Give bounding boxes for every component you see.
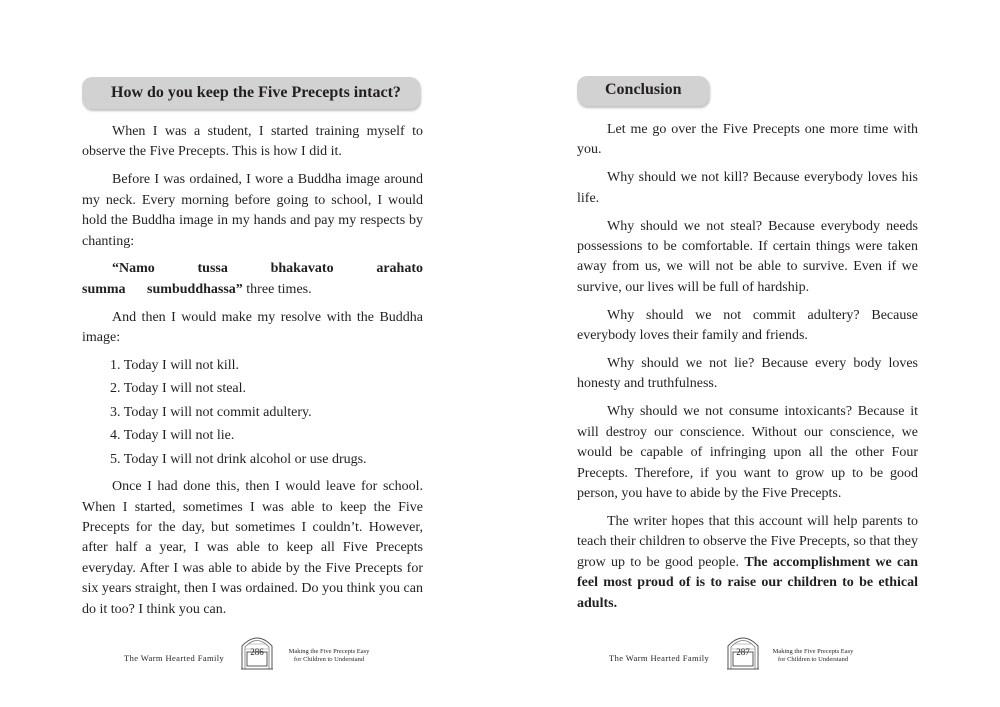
chant-paragraph xyxy=(82,259,423,300)
page-number: 287 xyxy=(736,647,750,657)
final-paragraph xyxy=(577,512,918,614)
section-heading: Conclusion xyxy=(577,76,709,106)
paragraph: Why should we not steal? Because everybody needs possessions to be comfortable. If certain things were taken away from us, we will not be able to survive. Even if we survive, our lives will be full of hardship. xyxy=(577,218,918,295)
list-item: 1. Today I will not kill. xyxy=(110,358,240,374)
left-body-text xyxy=(82,122,423,627)
list-item: 5. Today I will not drink alcohol or use drugs. xyxy=(110,451,367,467)
page-footer xyxy=(0,632,500,672)
book-subtitle xyxy=(284,648,374,664)
paragraph: When I was a student, I started training myself to observe the Five Precepts. This is how I did it. xyxy=(82,124,423,160)
chant-text: “Namo tussa bhakavato arahato summa sumbuddhassa” xyxy=(82,261,423,297)
subtitle-line: for Children to Understand xyxy=(777,656,849,663)
paragraph: Let me go over the Five Precepts one more time with you. xyxy=(577,122,918,158)
list-item: 3. Today I will not commit adultery. xyxy=(110,404,312,420)
final-plain-text: The writer hopes that this account will help parents to teach their children to observe the Five Precepts, so that they grow up to be good people. xyxy=(577,513,918,570)
page-footer xyxy=(500,632,1000,672)
subtitle-line: Making the Five Precepts Easy xyxy=(288,648,370,655)
final-bold-text: The accomplishment we can feel most proud of is to raise our children to be ethical adults. xyxy=(577,554,918,611)
list-item: 2. Today I will not steal. xyxy=(110,381,247,397)
paragraph: Before I was ordained, I wore a Buddha image around my neck. Every morning before going to school, I would hold the Buddha image in my hands and pay my respects by chanting: xyxy=(82,172,423,249)
subtitle-line: for Children to Understand xyxy=(293,656,365,663)
paragraph: Why should we not consume intoxicants? Because it will destroy our conscience. Without our conscience, we would be capable of infringing upon all the other Four Precepts. Therefore, if you want to grow up to be good person, you have to abide by the Five Precepts. xyxy=(577,404,918,501)
right-page xyxy=(500,0,1000,707)
resolution-list xyxy=(82,356,423,470)
list-item: 4. Today I will not lie. xyxy=(110,428,235,444)
subtitle-line: Making the Five Precepts Easy xyxy=(772,648,854,655)
book-title: The Warm Hearted Family xyxy=(609,653,710,663)
paragraph: Why should we not lie? Because every body loves honesty and truthfulness. xyxy=(577,356,918,392)
section-heading: How do you keep the Five Precepts intact? xyxy=(82,77,420,109)
chant-suffix: three times. xyxy=(242,281,312,297)
page-number: 286 xyxy=(250,647,264,657)
paragraph: Why should we not commit adultery? Because everybody loves their family and friends. xyxy=(577,307,918,344)
book-title: The Warm Hearted Family xyxy=(124,653,225,663)
paragraph: And then I would make my resolve with the Buddha image: xyxy=(82,309,423,346)
paragraph: Once I had done this, then I would leave for school. When I started, sometimes I was able to keep the Five Precepts for the day, but sometimes I couldn’t. However, after half a year, I was able to keep all Five Precepts everyday. After I was able to abide by the Five Precepts for six years straight, then I was ordained. Do you think you can do it too? I think you can. xyxy=(82,479,423,617)
right-body-text xyxy=(577,120,918,621)
paragraph: Why should we not kill? Because everybody loves his life. xyxy=(577,170,918,206)
book-subtitle xyxy=(768,648,858,664)
